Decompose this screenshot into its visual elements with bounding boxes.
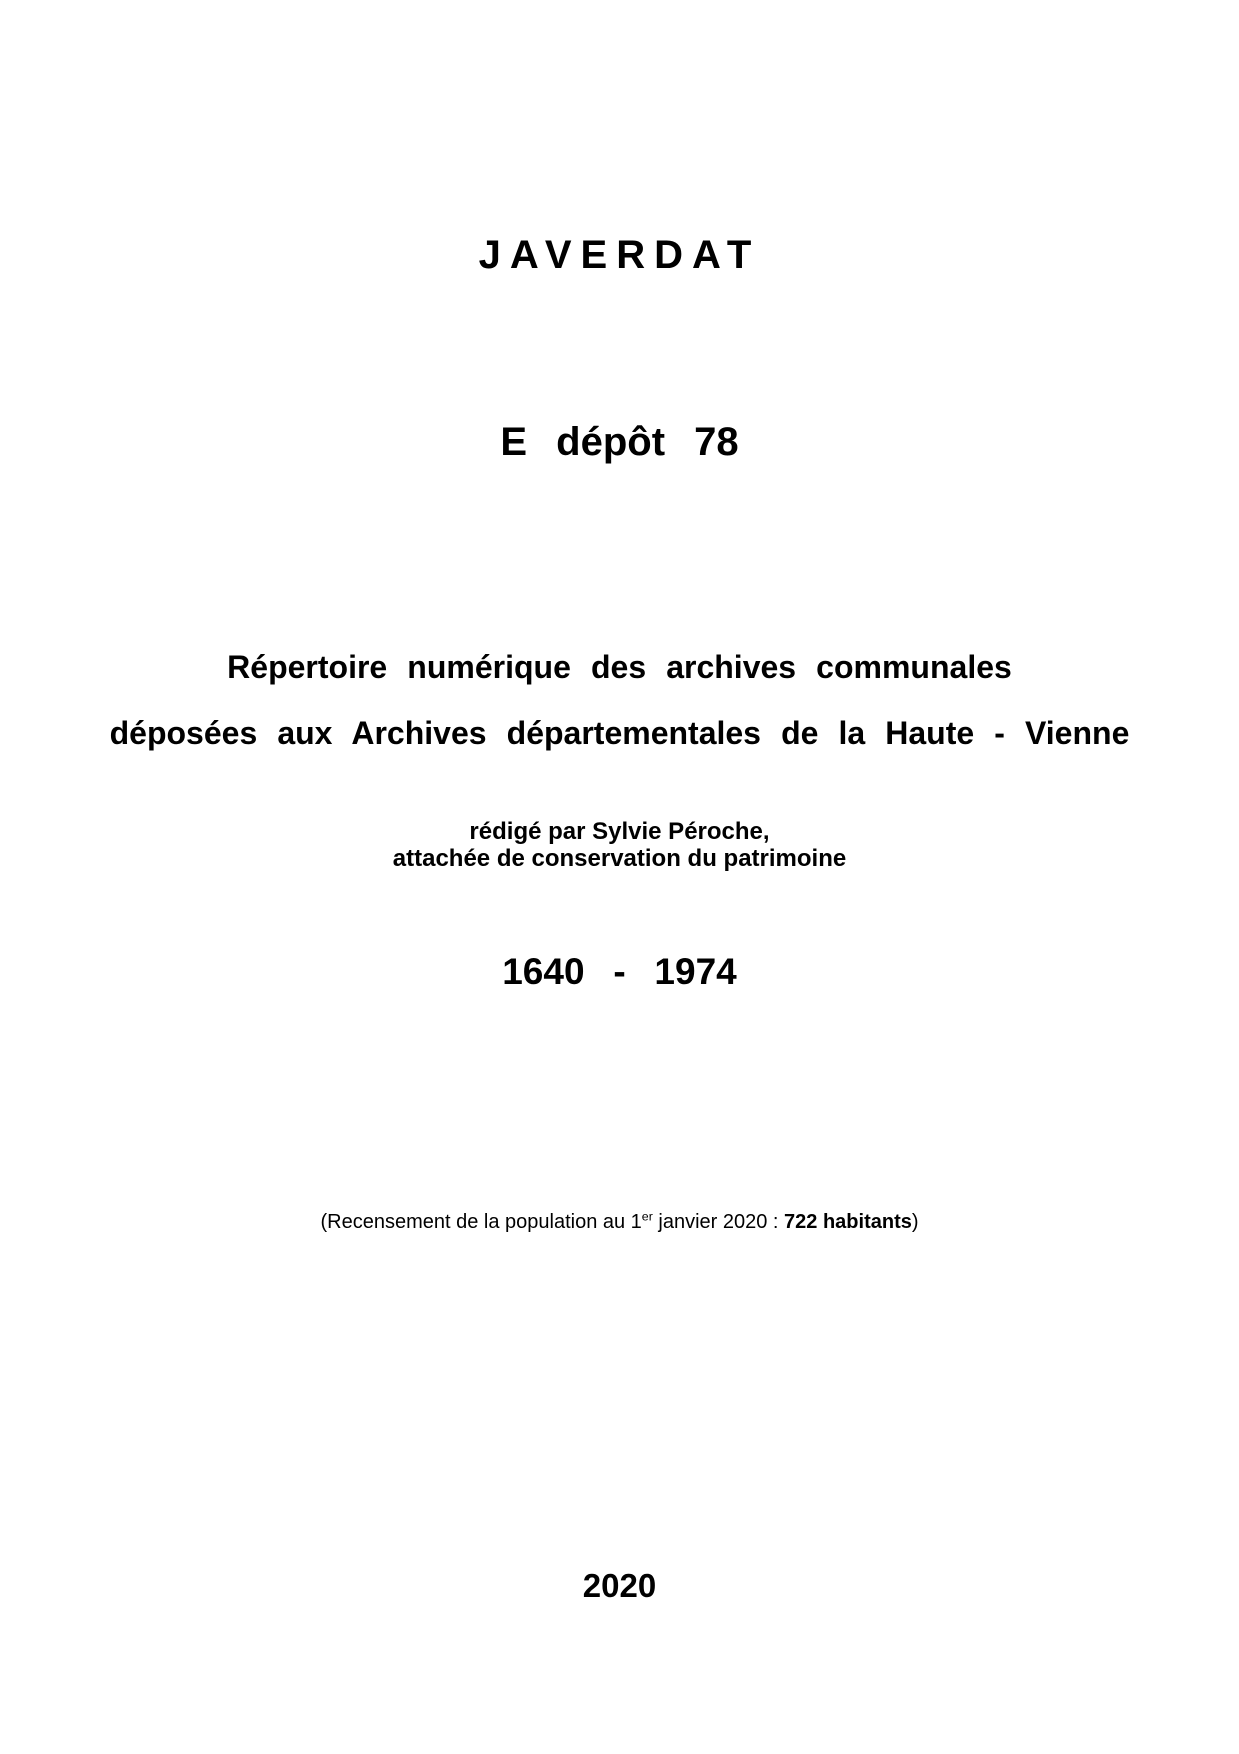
census-prefix: (Recensement de la population au 1 (320, 1211, 642, 1233)
date-range: 1640 - 1974 (502, 951, 737, 992)
publication-year: 2020 (582, 1567, 657, 1604)
commune-title: JAVERDAT (478, 233, 761, 277)
census-superscript: er (641, 1209, 653, 1224)
archive-reference: E dépôt 78 (500, 420, 739, 464)
census-note (0, 1209, 1239, 1233)
census-suffix: ) (911, 1211, 919, 1233)
author-line2: attachée de conservation du patrimoine (392, 845, 847, 872)
census-population-value: 722 habitants (784, 1211, 912, 1233)
author-block (0, 818, 1239, 872)
document-subtitle-line2: déposées aux Archives départementales de la Haute - Vienne (109, 715, 1130, 751)
document-subtitle-line1: Répertoire numérique des archives communales (227, 649, 1012, 685)
author-line1: rédigé par Sylvie Péroche, (469, 818, 770, 845)
census-middle: janvier 2020 : (652, 1211, 785, 1233)
